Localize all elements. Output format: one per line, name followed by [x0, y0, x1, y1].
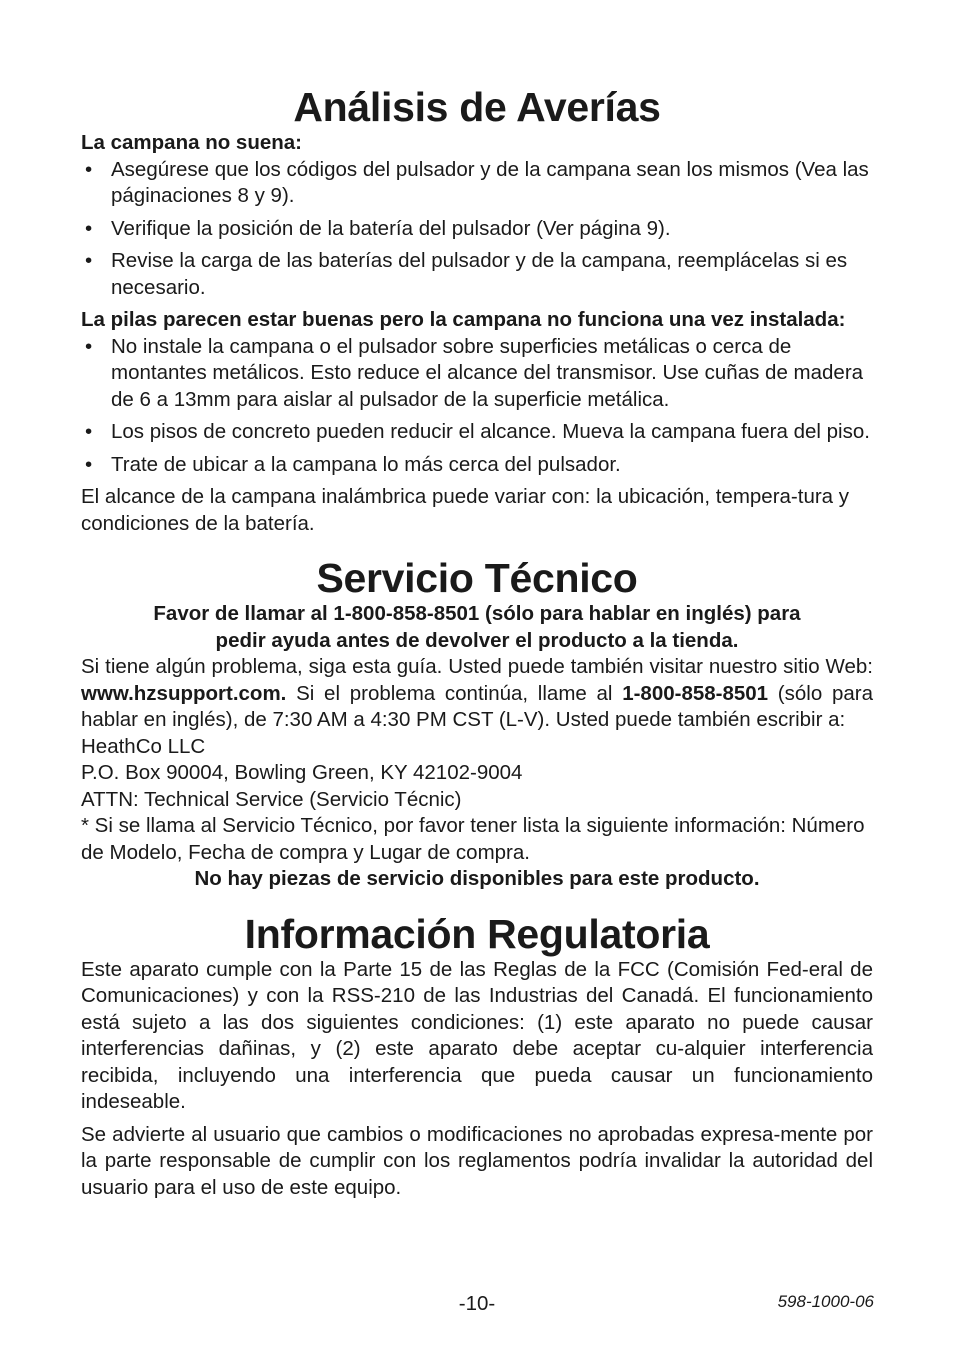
website-link[interactable]: www.hzsupport.com. [81, 681, 287, 705]
address-line: ATTN: Technical Service (Servicio Técnic) [81, 787, 462, 811]
callout-line-1: Favor de llamar al 1-800-858-8501 (sólo para hablar en inglés) para [153, 602, 801, 625]
heading-informacion-regulatoria: Información Regulatoria [244, 910, 710, 957]
address-line: P.O. Box 90004, Bowling Green, KY 42102-9004 [81, 761, 523, 784]
list-item: • Trate de ubicar a la campana lo más cerca del pulsador. [81, 452, 873, 479]
paragraph-servicio [81, 654, 873, 734]
paragraph-fcc: Este aparato cumple con la Parte 15 de las Reglas de la FCC (Comisión Fed-eral de Comunicaciones) y con la RSS-210 de las Industrias del Canadá. El funcionamiento está sujeto a las dos siguientes condiciones: (1) este aparato no puede causar interferencias dañinas, y (2) este aparato debe aceptar cu-alquier interferencia recibida, incluyendo una interferencia que pueda causar un funcionamiento indeseable. [81, 957, 873, 1113]
list-item: • Verifique la posición de la batería del pulsador (Ver página 9). [81, 216, 873, 243]
list-pilas-buenas [81, 334, 873, 479]
note-servicio: * Si se llama al Servicio Técnico, por favor tener lista la siguiente información: Número de Modelo, Fecha de compra y Lugar de compra. [81, 814, 865, 864]
list-item: • Los pisos de concreto pueden reducir el alcance. Mueva la campana fuera del piso. [81, 419, 873, 446]
mailing-address [81, 734, 873, 814]
list-item: • Revise la carga de las baterías del pulsador y de la campana, reemplácelas si es necesario. [81, 248, 873, 301]
list-item: • Asegúrese que los códigos del pulsador y de la campana sean los mismos (Vea las páginaciones 8 y 9). [81, 157, 873, 210]
text-span: Si tiene algún problema, siga esta guía. Usted puede también visitar nuestro sitio Web: [81, 655, 873, 678]
document-code: 598-1000-06 [777, 1292, 874, 1311]
no-parts-notice: No hay piezas de servicio disponibles para este producto. [194, 867, 760, 890]
text-span: (sólo para hablar en inglés), de 7:30 AM a 4:30 PM CST (L-V). Usted puede también escribir a: [81, 681, 873, 731]
text-span: Si el problema continúa, llame al [286, 681, 623, 705]
page-number: -10- [458, 1292, 496, 1315]
heading-servicio-tecnico: Servicio Técnico [316, 555, 638, 601]
callout-line-2: pedir ayuda antes de devolver el producto a la tienda. [215, 628, 739, 652]
subheading-pilas-buenas: La pilas parecen estar buenas pero la campana no funciona una vez instalada: [81, 308, 846, 331]
heading-analisis-de-averias: Análisis de Averías [293, 84, 661, 130]
list-campana-no-suena [81, 157, 873, 302]
phone-number: 1-800-858-8501 [622, 681, 769, 705]
paragraph-alcance: El alcance de la campana inalámbrica puede variar con: la ubicación, tempera-tura y condiciones de la batería. [81, 485, 850, 535]
subheading-campana-no-suena: La campana no suena: [81, 131, 303, 154]
manual-page [81, 84, 873, 1201]
list-item: • No instale la campana o el pulsador sobre superficies metálicas o cerca de montantes metálicos. Esto reduce el alcance del transmisor. Use cuñas de madera de 6 a 13mm para aislar al pulsador de la superficie metálica. [81, 334, 873, 414]
paragraph-advertencia: Se advierte al usuario que cambios o modificaciones no aprobadas expresa-mente por la parte responsable de cumplir con los reglamentos podría invalidar la autoridad del usuario para el uso de este equipo. [81, 1122, 873, 1199]
address-line: HeathCo LLC [81, 734, 206, 758]
